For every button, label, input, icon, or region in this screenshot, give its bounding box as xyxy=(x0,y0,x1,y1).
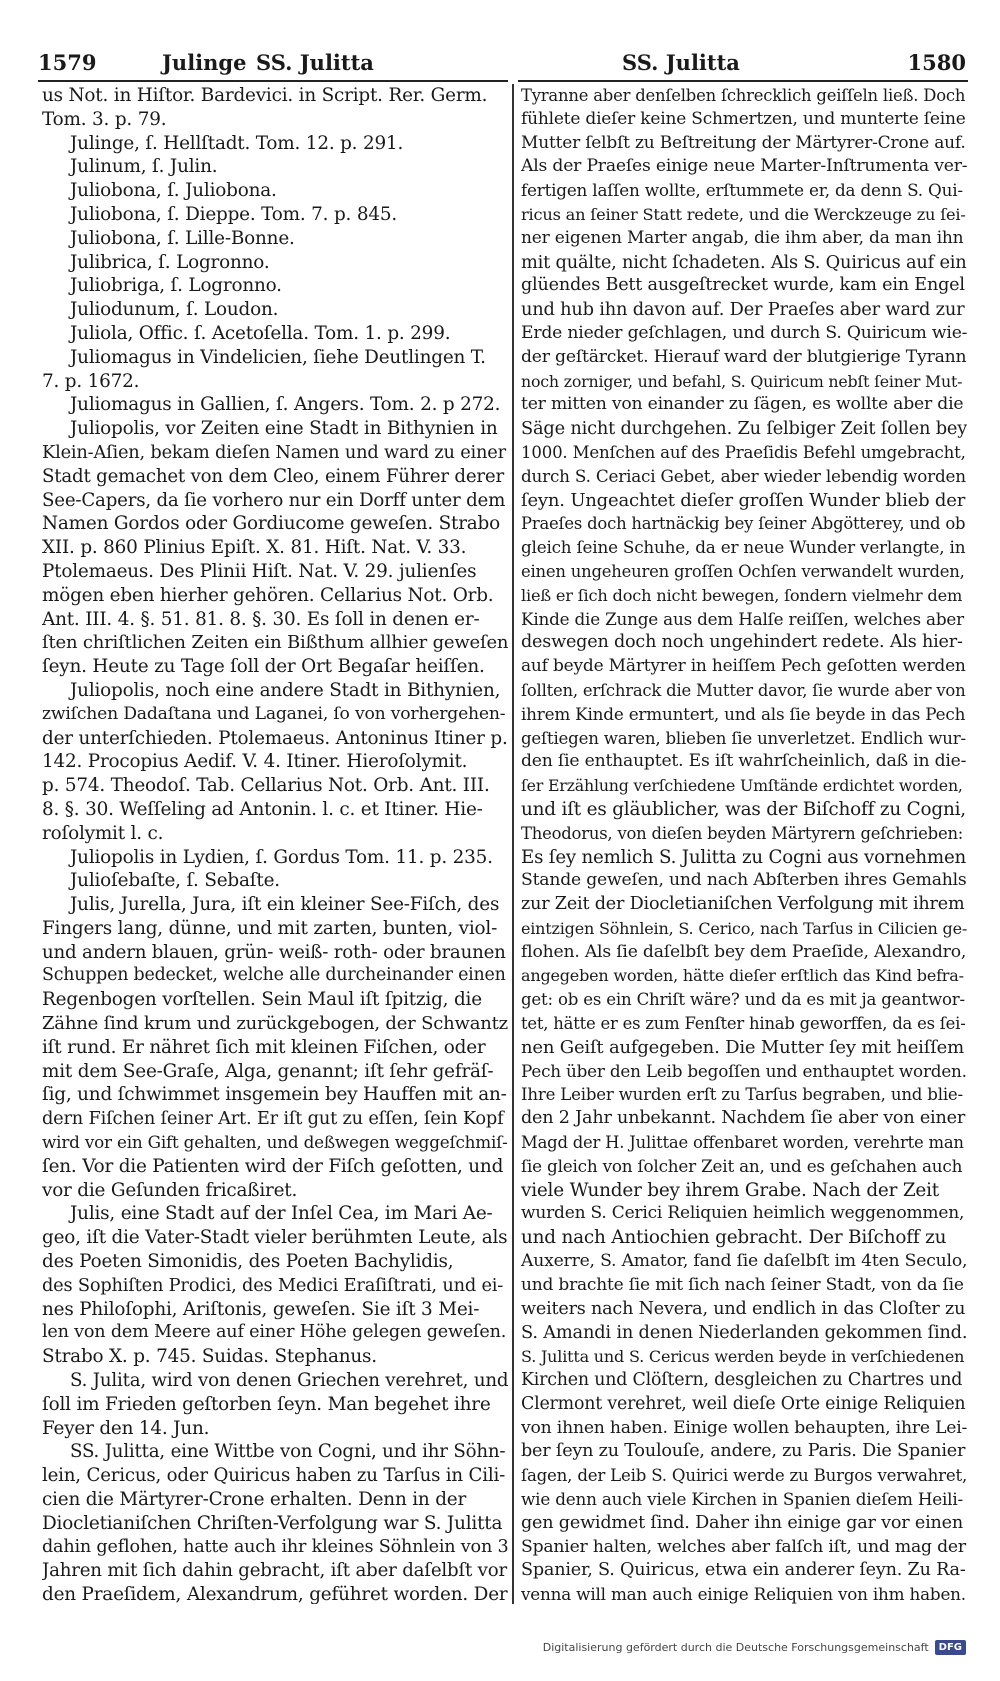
left-column-line: dahin geflohen, hatte auch ihr kleines Söhnlein von 3 xyxy=(42,1536,508,1557)
left-page-number: 1579 xyxy=(38,50,97,75)
left-column-line: Fingers lang, dünne, und mit zarten, bunten, viol- xyxy=(42,917,498,939)
left-column-line: Stadt gemachet von dem Cleo, einem Führer derer xyxy=(42,465,504,487)
left-column-line: Juliopolis in Lydien, ſ. Gordus Tom. 11. p. 235. xyxy=(70,846,493,868)
right-column-line: ſer Erzählung verſchiedene Umſtände erdichtet worden, xyxy=(521,776,963,796)
right-column-line: der geſtärcket. Hierauf ward der blutgierige Tyrann xyxy=(521,346,967,367)
left-column-line: Jahren mit ſich dahin gebracht, iſt aber daſelbſt vor xyxy=(42,1560,507,1582)
credit-text: Digitalisierung gefördert durch die Deutsche Forschungsgemeinschaft xyxy=(542,1641,929,1654)
right-column-line: deswegen doch noch ungehindert redete. Als hier- xyxy=(521,632,963,653)
right-column-line: viele Wunder bey ihrem Grabe. Nach der Zeit xyxy=(521,1179,939,1201)
right-column-line: Säge nicht durchgehen. Zu ſelbiger Zeit ſollen bey xyxy=(521,418,967,440)
right-column-line: ſagen, der Leib S. Quirici werde zu Burgos verwahret, xyxy=(521,1466,967,1486)
right-column-line: ihrem Kinde ermuntert, und als ſie beyde in das Pech xyxy=(521,703,966,724)
left-column-line: Julioſebaſte, ſ. Sebaſte. xyxy=(70,870,280,892)
left-column-line: Julis, Jurella, Jura, iſt ein kleiner See-Fiſch, des xyxy=(70,894,500,916)
right-column-line: Theodorus, von dieſen beyden Märtyrern geſchrieben: xyxy=(521,823,964,843)
left-running-head xyxy=(38,48,508,82)
left-column-line: ſoll im Frieden geſtorben ſeyn. Man begehet ihre xyxy=(42,1393,491,1415)
left-column-line: XII. p. 860 Plinius Epiſt. X. 81. Hiſt. Nat. V. 33. xyxy=(42,537,467,559)
right-column-line: Als der Praeſes einige neue Marter-Inſtrumenta ver- xyxy=(521,156,967,177)
left-column-line: Ant. III. 4. §. 51. 81. 8. §. 30. Es ſoll in denen er- xyxy=(42,608,480,630)
right-column-line: Stande geweſen, und nach Abſterben ihres Gemahls xyxy=(521,870,967,891)
right-column-line: Praeſes doch hartnäckig bey ſeiner Abgötterey, und ob xyxy=(521,514,966,534)
right-running-head xyxy=(518,48,968,82)
right-column-line: Mutter ſelbſt zu Beſtreitung der Märtyrer-Crone auf. xyxy=(521,132,966,153)
left-column-line: cien die Märtyrer-Crone erhalten. Denn in der xyxy=(42,1489,467,1511)
left-column-line: Juliomagus in Gallien, ſ. Angers. Tom. 2. p 272. xyxy=(70,394,501,416)
left-column-line: des Poeten Simonidis, des Poeten Bachylidis, xyxy=(42,1251,454,1273)
left-column-line: Julinge, ſ. Hellſtadt. Tom. 12. p. 291. xyxy=(70,132,404,154)
right-column-line: glüendes Bett ausgeſtrecket wurde, kam ein Engel xyxy=(521,275,965,296)
left-column-line: wird vor ein Gift gehalten, und deßwegen weggeſchmiſ- xyxy=(42,1132,508,1153)
right-column-line: auf beyde Märtyrer in heiſſem Pech geſotten werden xyxy=(521,656,966,677)
left-column-line: Juliomagus in Vindelicien, ſiehe Deutlingen T. xyxy=(70,346,486,368)
right-column-line: durch S. Ceriaci Gebet, aber wieder lebendig worden xyxy=(521,465,966,486)
left-column-line: Juliopolis, noch eine andere Stadt in Bithynien, xyxy=(70,679,501,701)
left-column-line: ſig, und ſchwimmet insgemein bey Hauffen mit an- xyxy=(42,1084,507,1106)
right-column-line: Erde nieder geſchlagen, und durch S. Quiricum wie- xyxy=(521,322,967,343)
right-column-line: den ſie enthauptet. Es iſt wahrſcheinlich, daß in die- xyxy=(521,751,967,772)
left-column-line: Feyer den 14. Jun. xyxy=(42,1417,210,1439)
left-column-line: Tom. 3. p. 79. xyxy=(42,108,167,130)
left-column-line: vor die Geſunden fricaßiret. xyxy=(42,1179,298,1201)
left-column-line: p. 574. Theodoſ. Tab. Cellarius Not. Orb. Ant. III. xyxy=(42,775,490,797)
right-column-line: einen ungeheuren groſſen Ochſen verwandelt wurden, xyxy=(521,561,965,581)
left-column-line: roſolymit l. c. xyxy=(42,822,164,844)
left-column-line: us Not. in Hiſtor. Bardevici. in Script. Rer. Germ. xyxy=(42,85,488,106)
right-column-line: ber ſeyn zu Toulouſe, andere, zu Paris. Die Spanier xyxy=(521,1441,966,1462)
left-column-line: Juliobriga, ſ. Logronno. xyxy=(70,275,282,297)
left-column-line: S. Julita, wird von denen Griechen verehret, und xyxy=(70,1370,508,1392)
right-column-line: Kinde die Zunge aus dem Halſe reiſſen, welches aber xyxy=(521,608,964,629)
right-running-title: SS. Julitta xyxy=(622,50,740,75)
right-column-line: Spanier, S. Quiricus, etwa ein anderer ſeyn. Zu Ra- xyxy=(521,1560,966,1581)
column-divider xyxy=(512,84,514,1604)
right-column-line: ricus an ſeiner Statt redete, und die Werckzeuge zu ſei- xyxy=(521,204,966,224)
right-column-line: fühlete dieſer keine Schmertzen, und munterte ſeine xyxy=(521,108,966,129)
left-column-line: Regenbogen vorſtellen. Sein Maul iſt ſpitzig, die xyxy=(42,989,482,1011)
left-column-line: geo, iſt die Vater-Stadt vieler berühmten Leute, als xyxy=(42,1227,508,1249)
right-column-line: fertigen laſſen wollte, erſtummete er, da denn S. Qui- xyxy=(521,180,963,201)
right-column-line: Kirchen und Clöſtern, desgleichen zu Chartres und xyxy=(521,1370,963,1391)
right-column-line: Magd der H. Julittae offenbaret worden, verehrte man xyxy=(521,1133,964,1153)
left-column-line: iſt rund. Er nähret ſich mit kleinen Fiſchen, oder xyxy=(42,1036,486,1058)
digitization-credit xyxy=(543,1640,966,1655)
right-column-line: ter mitten von einander zu ſägen, es wollte aber die xyxy=(521,394,964,415)
right-column-line: geſtiegen waren, blieben ſie unverletzet. Endlich wur- xyxy=(521,728,966,748)
left-column-line: Juliola, Offic. ſ. Acetoſella. Tom. 1. p. 299. xyxy=(70,322,451,344)
right-column-line: venna will man auch einige Reliquien von ihm haben. xyxy=(521,1584,966,1604)
left-column-line: See-Capers, da ſie vorhero nur ein Dorff unter dem xyxy=(42,489,506,511)
left-column-line: Zähne ſind krum und zurückgebogen, der Schwantz xyxy=(42,1013,508,1035)
right-column-line: ner eigenen Marter angab, die ihm aber, da man ihn xyxy=(521,227,964,248)
right-column-line: tet, hätte er es zum Fenſter hinab geworffen, da es ſei- xyxy=(521,1014,966,1034)
left-column-line: ſeyn. Heute zu Tage ſoll der Ort Begaſar heiſſen. xyxy=(42,656,485,678)
right-column-line: und iſt es gläublicher, was der Biſchoff zu Cogni, xyxy=(521,798,966,820)
left-column-line: 8. §. 30. Weſſeling ad Antonin. l. c. et Itiner. Hie- xyxy=(42,798,483,820)
right-column-line: Es ſey nemlich S. Julitta zu Cogni aus vornehmen xyxy=(521,846,967,868)
right-column-line: Spanier halten, welches aber falſch iſt, und mag der xyxy=(521,1536,966,1557)
left-column-line: zwiſchen Dadaſtana und Laganei, ſo von vorhergehen- xyxy=(42,703,506,724)
left-column-line: Juliobona, ſ. Juliobona. xyxy=(70,180,277,202)
right-column-line: und brachte ſie mit ſich nach ſeiner Stadt, von da ſie xyxy=(521,1274,964,1295)
left-column-line: ſten chriſtlichen Zeiten ein Bißthum allhier geweſen xyxy=(42,632,508,654)
left-column-line: Schuppen bedecket, welche alle durcheinander einen xyxy=(42,965,506,986)
left-column-line: Juliodunum, ſ. Loudon. xyxy=(70,299,279,321)
right-text-column xyxy=(521,84,967,1604)
right-column-line: Ihre Leiber wurden erſt zu Tarſus begraben, und blie- xyxy=(521,1085,963,1105)
left-column-line: lein, Cericus, oder Quiricus haben zu Tarſus in Cili- xyxy=(42,1465,506,1487)
right-column-line: und nach Antiochien gebracht. Der Biſchoff zu xyxy=(521,1227,947,1249)
right-column-line: und hub ihn davon auf. Der Praeſes aber ward zur xyxy=(521,299,965,321)
right-column-line: wie denn auch viele Kirchen in Spanien dieſem Heili- xyxy=(521,1489,963,1510)
left-column-line: Juliopolis, vor Zeiten eine Stadt in Bithynien in xyxy=(70,418,498,440)
left-column-line: Juliobona, ſ. Lille-Bonne. xyxy=(70,227,295,249)
right-column-line: eintzigen Söhnlein, S. Cerico, nach Tarſus in Cilicien ge- xyxy=(521,918,967,938)
right-column-line: ließ er ſich doch nicht bewegen, ſondern vielmehr dem xyxy=(521,585,963,605)
left-column-line: Julinum, ſ. Julin. xyxy=(70,156,218,178)
left-running-title: SS. Julitta xyxy=(256,50,374,75)
right-column-line: ſeyn. Ungeachtet dieſer groſſen Wunder blieb der xyxy=(521,489,966,511)
left-column-line: 142. Procopius Aedif. V. 4. Itiner. Hieroſolymit. xyxy=(42,751,468,773)
right-column-line: angegeben worden, hätte dieſer erſtlich das Kind befra- xyxy=(521,966,964,986)
right-column-line: S. Amandi in denen Niederlanden gekommen ſind. xyxy=(521,1322,967,1344)
left-column-line: Klein-Aſien, bekam dieſen Namen und ward zu einer xyxy=(42,441,506,463)
right-column-line: nen Geiſt aufgegeben. Die Mutter ſey mit heiſſem xyxy=(521,1036,964,1058)
right-column-line: den 2 Jahr unbekannt. Nachdem ſie aber von einer xyxy=(521,1108,966,1129)
left-column-line: Strabo X. p. 745. Suidas. Stephanus. xyxy=(42,1346,377,1368)
right-column-line: Pech über den Leib begoſſen und enthauptet worden. xyxy=(521,1060,967,1081)
left-text-column xyxy=(42,84,508,1604)
left-column-line: den Praeſidem, Alexandrum, geführet worden. Der xyxy=(42,1584,508,1604)
right-column-line: wurden S. Cerici Reliquien heimlich weggenommen, xyxy=(521,1203,965,1224)
right-column-line: gleich ſeine Schuhe, da er neue Wunder verlangte, in xyxy=(521,537,966,558)
right-column-line: ſie gleich von ſolcher Zeit an, und es geſchahen auch xyxy=(521,1155,963,1176)
right-column-line: 1000. Menſchen auf des Praeſidis Befehl umgebracht, xyxy=(521,442,966,462)
left-column-line: Diocletianiſchen Chriſten-Verfolgung war S. Julitta xyxy=(42,1512,503,1534)
left-column-line: mit dem See-Graſe, Alga, genannt; iſt ſehr gefräſ- xyxy=(42,1060,494,1082)
right-column-line: flohen. Als ſie daſelbſt bey dem Praeſide, Alexandro, xyxy=(521,941,967,962)
right-column-line: noch zorniger, und befahl, S. Quiricum nebſt ſeiner Mut- xyxy=(521,371,963,391)
right-column-line: S. Julitta und S. Cericus werden beyde in verſchiedenen xyxy=(521,1347,965,1367)
left-column-line: Juliobona, ſ. Dieppe. Tom. 7. p. 845. xyxy=(70,203,397,225)
right-column-line: Tyranne aber denſelben ſchrecklich geiſſeln ließ. Doch xyxy=(521,86,966,105)
right-column-line: ſollten, erſchrack die Mutter davor, ſie wurde aber von xyxy=(521,680,966,700)
right-column-line: mit quälte, nicht ſchadeten. Als S. Quiricus auf ein xyxy=(521,251,967,273)
left-column-line: dern Fiſchen ſeiner Art. Er iſt gut zu eſſen, ſein Kopf xyxy=(42,1108,504,1130)
right-column-line: von ihnen haben. Einige wollen behaupten, ihre Lei- xyxy=(521,1417,967,1438)
left-column-line: des Sophiſten Prodici, des Medici Eraſiſtrati, und ei- xyxy=(42,1274,504,1296)
left-column-line: len von dem Meere auf einer Höhe gelegen geweſen. xyxy=(42,1322,507,1343)
right-page-number: 1580 xyxy=(907,50,966,75)
right-column-line: Clermont verehret, weil dieſe Orte einige Reliquien xyxy=(521,1393,966,1414)
left-column-line: Julibrica, ſ. Logronno. xyxy=(70,251,270,273)
right-column-line: gen gewidmet ſind. Daher ihn einige gar vor einen xyxy=(521,1512,963,1533)
right-column-line: zur Zeit der Diocletianiſchen Verfolgung mit ihrem xyxy=(521,894,965,915)
left-column-line: SS. Julitta, eine Wittbe von Cogni, und ihr Söhn- xyxy=(70,1441,506,1463)
left-column-line: und andern blauen, grün- weiß- roth- oder braunen xyxy=(42,941,506,963)
left-column-line: nes Philoſophi, Ariſtonis, geweſen. Sie iſt 3 Mei- xyxy=(42,1298,480,1320)
left-column-line: Namen Gordos oder Gordiucome geweſen. Strabo xyxy=(42,513,501,535)
left-column-line: ſen. Vor die Patienten wird der Fiſch geſotten, und xyxy=(42,1155,504,1177)
right-column-line: weiters nach Nevera, und endlich in das Cloſter zu xyxy=(521,1298,966,1319)
left-column-line: 7. p. 1672. xyxy=(42,370,140,392)
dfg-logo-icon: DFG xyxy=(935,1640,966,1655)
left-column-line: Ptolemaeus. Des Plinii Hiſt. Nat. V. 29. julienſes xyxy=(42,560,477,582)
left-column-line: Julis, eine Stadt auf der Inſel Cea, im Mari Ae- xyxy=(70,1203,493,1225)
right-column-line: get: ob es ein Chriſt wäre? und da es mit ja geantwor- xyxy=(521,990,965,1010)
left-column-line: der unterſchieden. Ptolemaeus. Antoninus Itiner p. xyxy=(42,727,508,749)
right-column-line: Auxerre, S. Amator, fand ſie daſelbſt im 4ten Seculo, xyxy=(521,1251,967,1272)
left-column-line: mögen eben hierher gehören. Cellarius Not. Orb. xyxy=(42,584,494,606)
left-catchword: Julinge xyxy=(162,50,247,75)
